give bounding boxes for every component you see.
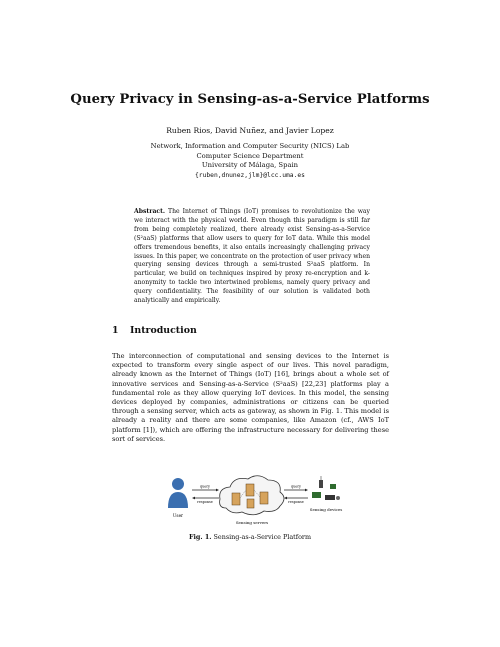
section-heading — [112, 325, 197, 336]
user-icon — [168, 478, 188, 508]
response-right-label: response — [288, 500, 304, 504]
user-label: User — [172, 513, 184, 518]
affiliation-block — [0, 142, 500, 180]
sensing-devices-label: Sensing devices — [309, 507, 343, 512]
intro-paragraph: The interconnection of computational and sensing devices to the Internet is expected to transform every single aspect of our lives. This novel paradigm, already known as the Internet of Things (IoT) [16], brings about a whole set of innovative services and Sensing-as-a-Service (S²aaS) [22,23] platforms play a fundamental role as they allow querying IoT devices. In this model, the sensing devices deployed by companies, administrations or citizens can be queried through a sensing server, which acts as gateway, as shown in Fig. 1. This model is already a reality and there are some companies, like Amazon (cf., AWS IoT platform [1]), which are offering the infrastructure necessary for delivering these sort of services. — [112, 352, 389, 443]
abstract-text: The Internet of Things (IoT) promises to revolutionize the way we interact with the physical world. Even though this paradigm is still far from being completely realized, there already exist Sensing-as-a-Service (S²aaS) platforms that allow users to query for IoT data. While this model offers tremendous benefits, it also entails increasingly challenging privacy issues. In this paper, we concentrate on the protection of user privacy when querying sensing devices through a semi-trusted S²aaS platform. In particular, we build on techniques inspired by proxy re-encryption and k-anonymity to tackle two intertwined problems, namely query privacy and query confidentiality. The feasibility of our solution is validated both analytically and empirically. — [134, 208, 370, 305]
query-right-label: query — [291, 484, 301, 489]
right-arrows — [284, 489, 308, 500]
author-emails: {ruben,dnunez,jlm}@lcc.uma.es — [195, 171, 305, 179]
section-number: 1 — [112, 325, 119, 336]
affiliation-lab: Network, Information and Computer Security (NICS) Lab — [150, 142, 350, 150]
affiliation-university: University of Málaga, Spain — [201, 161, 299, 170]
left-arrows — [192, 489, 219, 500]
paper-title: Query Privacy in Sensing-as-a-Service Platforms — [70, 92, 430, 107]
abstract — [134, 208, 370, 306]
author-list: Ruben Rios, David Nuñez, and Javier Lopez — [166, 126, 334, 135]
query-left-label: query — [200, 484, 210, 489]
sensing-device-icon — [312, 476, 340, 500]
affiliation-department: Computer Science Department — [196, 151, 304, 160]
response-left-label: response — [197, 500, 213, 504]
abstract-label: Abstract. — [134, 208, 166, 215]
caption-label: Fig. 1. — [188, 533, 212, 541]
figure-caption — [0, 533, 500, 541]
section-title: Introduction — [130, 325, 197, 336]
sensing-servers-label: Sensing servers — [235, 520, 269, 525]
architecture-figure — [160, 468, 350, 528]
caption-text: Sensing-as-a-Service Platform — [213, 533, 312, 541]
